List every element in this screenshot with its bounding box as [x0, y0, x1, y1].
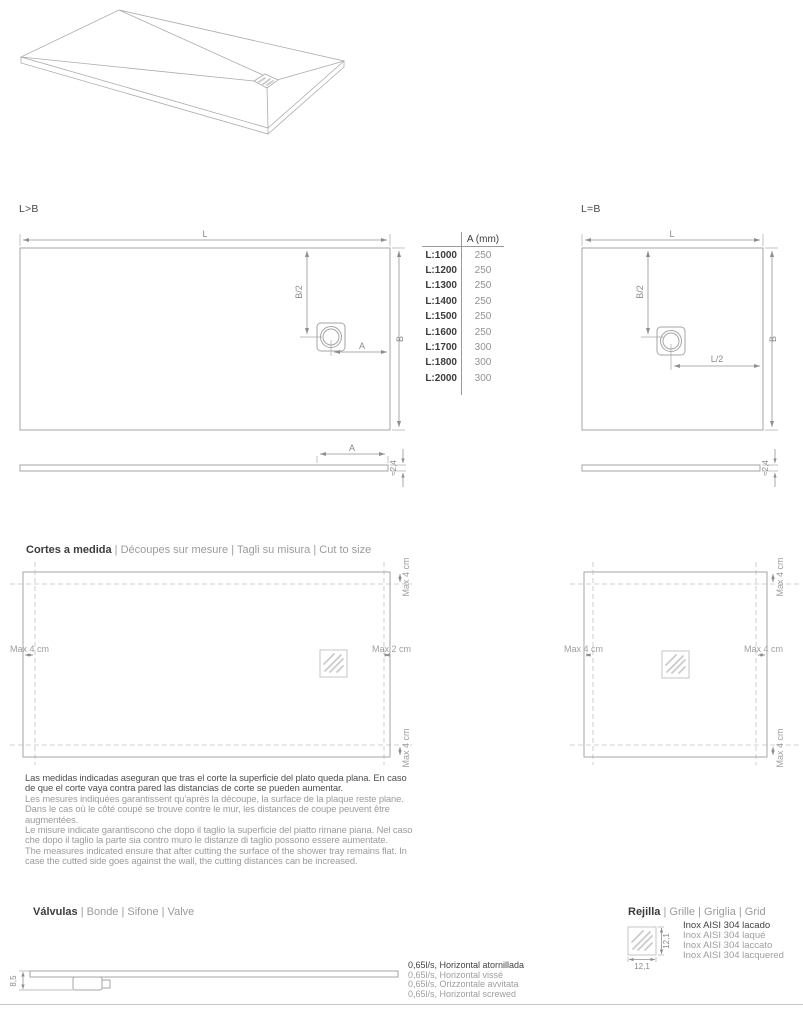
cut-max-left-label: Max 4 cm	[10, 644, 50, 654]
cut-heading-primary: Cortes a medida	[26, 544, 112, 556]
cut-note-fr: Les mesures indiquées garantissent qu'après la découpe, la surface de la plaque reste plane. Dans le cas où le côté coupé se trouve contre le mur, les distances de coupe peuvent être augmentées.	[25, 792, 404, 825]
cut-max-left-label: Max 4 cm	[564, 644, 604, 654]
profile-thickness-label: ≈2,4	[761, 460, 770, 476]
tray-outline	[582, 248, 763, 430]
grid-section-heading	[628, 906, 766, 918]
diagram-rect-profile	[0, 443, 412, 493]
dim-width-label: B	[768, 335, 778, 343]
cut-max-top-label: Max 4 cm	[401, 557, 411, 597]
grid-heading-primary: Rejilla	[628, 906, 661, 918]
diagram-square-profile	[575, 443, 785, 493]
dim-length-label: L	[202, 229, 208, 239]
flow-spec-es: 0,65l/s, Horizontal atornillada	[408, 960, 525, 970]
drain-icon	[254, 74, 278, 88]
drain-grid-icon	[628, 927, 656, 955]
drain-position-table	[422, 232, 504, 395]
drain-grid-icon	[662, 651, 689, 678]
flow-spec-fr: 0,65l/s, Horizontal vissé	[408, 969, 504, 980]
grid-material-specs	[683, 921, 784, 961]
table-row: L:1500 250	[422, 309, 504, 324]
grid-spec-en: Inox AISI 304 lacquered	[683, 950, 784, 961]
dim-width-label: B	[395, 335, 405, 343]
table-row: L:1400 250	[422, 294, 504, 309]
profile-dim-a-label: A	[348, 443, 356, 453]
tray-outline	[23, 572, 390, 757]
flow-spec-it: 0,65l/s, Orizzontale avvitata	[408, 979, 519, 990]
cut-diagram-rect	[0, 555, 415, 773]
table-row: L:1000 250	[422, 247, 504, 262]
valve-heading-translations: | Bonde | Sifone | Valve	[80, 906, 195, 918]
grid-dim-width-label: 12,1	[634, 962, 650, 971]
valve-profile-drawing	[5, 950, 405, 1005]
tray-profile-bar	[20, 465, 388, 471]
valve-flow-specs	[408, 961, 524, 1000]
cut-heading-translations: | Découpes sur mesure | Tagli su misura | Cut to size	[114, 544, 372, 556]
valve-icon	[73, 977, 110, 990]
tray-slope-lines	[21, 10, 344, 128]
cut-max-right-label: Max 4 cm	[744, 644, 784, 654]
table-row: L:2000 300	[422, 371, 504, 386]
dim-half-width-label: B/2	[635, 285, 645, 299]
footer-divider	[0, 1004, 803, 1005]
cut-diagram-square	[558, 555, 803, 773]
drain-grid-icon	[320, 650, 347, 677]
table-row: L:1600 250	[422, 324, 504, 339]
valve-section-heading	[33, 906, 194, 918]
table-header-row	[422, 232, 504, 247]
dim-half-width-label: B/2	[294, 285, 304, 299]
table-row: L:1200 250	[422, 263, 504, 278]
cut-note-es: Las medidas indicadas aseguran que tras el corte la superficie del plato queda plana. En caso de que el corte vaya contra pared las distancias de corte se pueden aumentar.	[25, 772, 407, 794]
diagram-rect-title: L>B	[19, 203, 39, 215]
tray-thickness-edge	[21, 57, 344, 134]
table-tail	[422, 386, 504, 395]
dim-half-length-label: L/2	[710, 354, 724, 364]
grid-drawing	[618, 918, 688, 978]
tray-top-face	[21, 10, 344, 128]
cut-note	[25, 773, 419, 867]
cut-max-bottom-label: Max 4 cm	[775, 728, 785, 768]
cut-max-top-label: Max 4 cm	[775, 557, 785, 597]
cut-note-en: The measures indicated ensure that after cutting the surface of the shower tray remains flat. In case the cutted side goes against the wall, the cutting distances can be increased.	[25, 844, 407, 867]
grid-dim-height-label: 12,1	[662, 933, 671, 949]
valve-heading-primary: Válvulas	[33, 906, 78, 918]
tray-3d-drawing	[0, 0, 360, 150]
dim-length-label: L	[669, 229, 675, 239]
dim-drain-offset-label: A	[358, 341, 366, 351]
grid-spec-es: Inox AISI 304 lacado	[683, 920, 771, 931]
table-header-a-mm: A (mm)	[466, 233, 500, 245]
cut-max-bottom-label: Max 4 cm	[401, 728, 411, 768]
diagram-square-title: L=B	[581, 203, 601, 215]
valve-height-label: 8,5	[9, 975, 18, 987]
table-row: L:1700 300	[422, 340, 504, 355]
profile-thickness-label: ≈2,4	[389, 460, 398, 476]
table-row: L:1800 300	[422, 355, 504, 370]
cut-max-right-label: Max 2 cm	[372, 644, 412, 654]
tray-profile-bar	[30, 971, 398, 977]
table-row: L:1300 250	[422, 278, 504, 293]
diagram-rect-plan	[0, 225, 412, 439]
cut-note-it: Le misure indicate garantiscono che dopo il taglio la superficie del piatto rimane piana. Nel caso che dopo il taglio la parte sia contro muro le distanze di taglio possono essere aumentate.	[25, 824, 413, 846]
diagram-square-plan	[575, 225, 785, 439]
tray-outline	[20, 248, 390, 430]
tray-profile-bar	[582, 465, 760, 471]
flow-spec-en: 0,65l/s, Horizontal screwed	[408, 989, 517, 1000]
grid-spec-it: Inox AISI 304 laccato	[683, 940, 773, 951]
grid-heading-translations: | Grille | Griglia | Grid	[663, 906, 766, 918]
grid-spec-fr: Inox AISI 304 laqué	[683, 930, 766, 941]
